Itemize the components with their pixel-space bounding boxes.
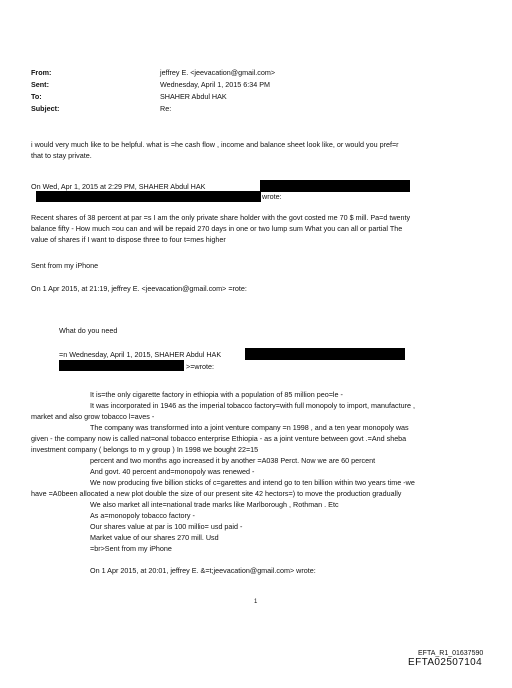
quote-header-1: On Wed, Apr 1, 2015 at 2:29 PM, SHAHER Abdul HAK	[31, 182, 206, 191]
quote-line: have =A0been allocated a new plot double the size of our present site 42 hectors=) to move the production gradually	[31, 489, 402, 498]
body-line-5: value of shares if I want to dispose three to four t=mes higher	[31, 235, 226, 244]
quote-line: Market value of our shares 270 mill. Usd	[90, 533, 219, 542]
sent-value: Wednesday, April 1, 2015 6:34 PM	[160, 80, 271, 89]
quote-line: investment company ( belongs to m y group ) In 1998 we bought 22=15	[31, 445, 259, 454]
redaction-box	[245, 348, 405, 360]
quote-line: We now producing five billion sticks of c=garettes and intend go to ten billion within two years time -we	[90, 478, 415, 487]
redaction-box	[36, 191, 261, 202]
quote-line: market and also grow tobacco l=aves -	[31, 412, 155, 421]
subject-value: Re:	[160, 104, 172, 113]
quote-line: We also market all inte=national trade marks like Marlborough , Rothman . Etc	[90, 500, 339, 509]
quote-header-2: On 1 Apr 2015, at 21:19, jeffrey E. <jeevacation@gmail.com> =rote:	[31, 284, 247, 293]
quote-line: percent and two months ago increased it by another =A038 Perct. Now we are 60 percent	[90, 456, 376, 465]
to-label: To:	[31, 92, 42, 101]
wrote-label: wrote:	[262, 192, 282, 201]
quote-line: It is=the only cigarette factory in ethiopia with a population of 85 million peo=le -	[90, 390, 343, 399]
redaction-box	[260, 180, 410, 192]
from-value: jeffrey E. <jeevacation@gmail.com>	[160, 68, 276, 77]
body-line-1: i would very much like to be helpful. what is =he cash flow , income and balance sheet look like, or would you pref=r	[31, 140, 399, 149]
quote-line: given - the company now is called nat=onal tobacco enterprise Ethiopia - as a joint venture between govt .=And sheba	[31, 434, 407, 443]
body-line-2: that to stay private.	[31, 151, 92, 160]
subject-label: Subject:	[31, 104, 60, 113]
quote-line: =br>Sent from my iPhone	[90, 544, 172, 553]
what-do-you-need: What do you need	[59, 326, 118, 335]
redaction-box	[59, 360, 184, 371]
quote-line: It was incorporated in 1946 as the imperial tobacco factory=with full monopoly to import, manufacture ,	[90, 401, 415, 410]
sent-label: Sent:	[31, 80, 49, 89]
quote-line: As a=monopoly tobacco factory -	[90, 511, 195, 520]
page-number: 1	[254, 599, 258, 605]
quote-line: Our shares value at par is 100 millio= usd paid -	[90, 522, 243, 531]
to-value: SHAHER Abdul HAK	[160, 92, 227, 101]
document-id-large: EFTA02507104	[408, 657, 483, 668]
sent-from-line: Sent from my iPhone	[31, 261, 99, 270]
from-label: From:	[31, 68, 52, 77]
body-line-3: Recent shares of 38 percent at par =s I am the only private share holder with the govt costed me 70 $ mill. Pa=d twenty	[31, 213, 411, 222]
body-line-4: balance fifty - How much =ou can and will be repaid 270 days in one or two lump sum What you can all or partial The	[31, 224, 403, 233]
document-id-small: EFTA_R1_01637590	[418, 650, 484, 657]
quote-header-4: On 1 Apr 2015, at 20:01, jeffrey E. &=t;jeevacation@gmail.com> wrote:	[90, 566, 316, 575]
quote-line: The company was transformed into a joint venture company =n 1998 , and a ten year monopoly was	[90, 423, 409, 432]
quote-header-3: =n Wednesday, April 1, 2015, SHAHER Abdul HAK	[59, 350, 222, 359]
quote-line: And govt. 40 percent and=monopoly was renewed -	[90, 467, 255, 476]
wrote-label-2: >=wrote:	[186, 362, 214, 371]
